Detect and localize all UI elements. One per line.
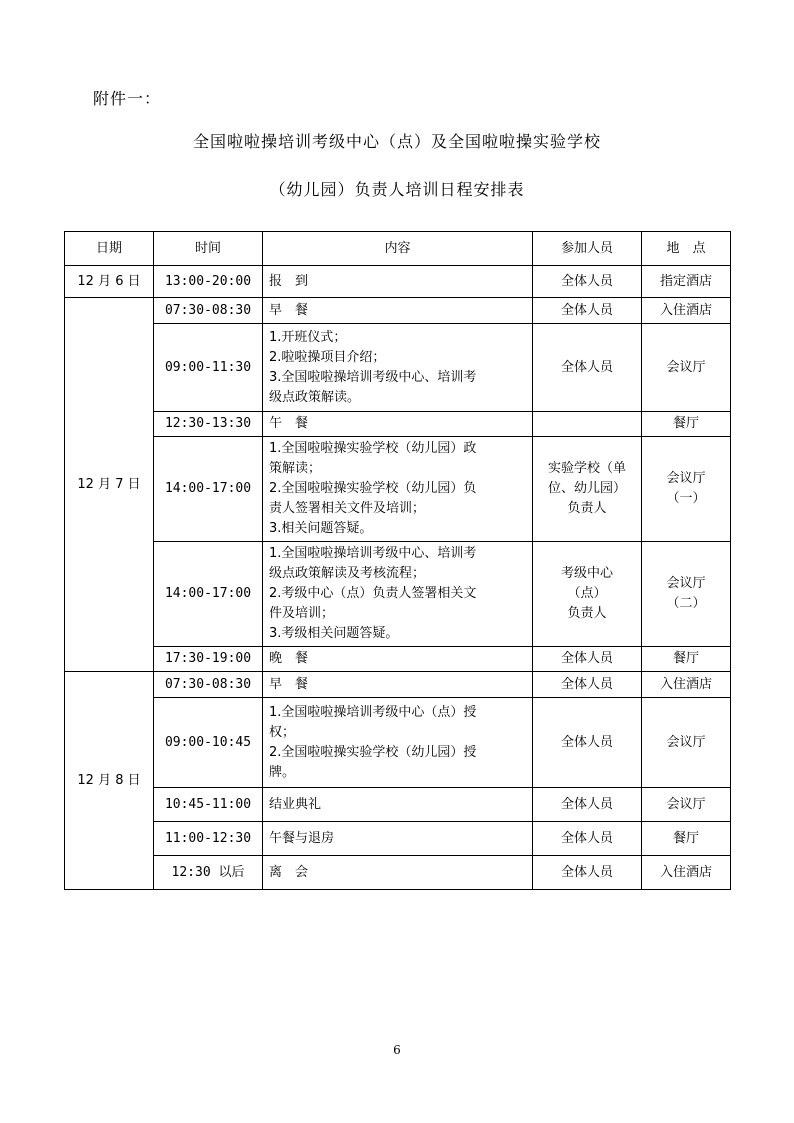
participants-cell: 全体人员 (533, 298, 642, 324)
content-line: 1.开班仪式； (269, 329, 347, 345)
location-cell: 餐厅 (642, 822, 731, 856)
participants-cell: 全体人员 (533, 266, 642, 298)
time-cell: 12:30-13:30 (154, 412, 263, 437)
location-cell: 会议厅 (642, 324, 731, 412)
table-row (65, 412, 731, 437)
time-cell: 09:00-10:45 (154, 698, 263, 788)
participants-cell (533, 412, 642, 437)
location-line: 会议厅 (666, 471, 706, 486)
participants-cell: 全体人员 (533, 324, 642, 412)
participants-cell: 全体人员 (533, 698, 642, 788)
content-line: 报 到 (269, 273, 309, 289)
table-row (65, 437, 731, 542)
participants-line: 实验学校（单 (547, 461, 626, 476)
participants-line: 位、幼儿园） (547, 481, 626, 496)
content-cell (263, 412, 533, 437)
table-row (65, 266, 731, 298)
location-cell: 会议厅 (642, 698, 731, 788)
table-row (65, 672, 731, 698)
participants-line: 负责人 (567, 606, 607, 621)
content-line: 2.全国啦啦操实验学校（幼儿园）授 (269, 744, 477, 760)
content-line: 件及培训； (269, 606, 335, 621)
document-title-line-1: 全国啦啦操培训考级中心（点）及全国啦啦操实验学校 (192, 132, 601, 151)
time-cell: 13:00-20:00 (154, 266, 263, 298)
participants-cell: 全体人员 (533, 822, 642, 856)
content-cell (263, 856, 533, 890)
time-cell: 07:30-08:30 (154, 298, 263, 324)
content-line: 1.全国啦啦操培训考级中心、培训考 (269, 546, 477, 561)
content-line: 2.啦啦操项目介绍； (269, 349, 386, 365)
attachment-label: 附件一： (93, 89, 162, 108)
participants-cell (533, 437, 642, 542)
header-content: 内容 (263, 232, 533, 266)
document-title-line-2: （幼儿园）负责人培训日程安排表 (269, 180, 525, 199)
content-cell (263, 788, 533, 822)
header-participants: 参加人员 (533, 232, 642, 266)
content-line: 责人签署相关文件及培训； (269, 501, 426, 516)
location-cell: 入住酒店 (642, 672, 731, 698)
participants-cell: 全体人员 (533, 672, 642, 698)
content-line: 策解读； (269, 461, 322, 476)
table-row (65, 542, 731, 647)
content-line: 2.全国啦啦操实验学校（幼儿园）负 (269, 481, 477, 496)
time-cell: 14:00-17:00 (154, 542, 263, 647)
content-cell (263, 298, 533, 324)
table-row (65, 647, 731, 672)
location-cell: 餐厅 (642, 412, 731, 437)
content-cell (263, 324, 533, 412)
time-cell: 17:30-19:00 (154, 647, 263, 672)
content-line: 权； (269, 724, 296, 740)
table-header-row (65, 232, 731, 266)
content-line: 早 餐 (269, 302, 309, 318)
table-row (65, 298, 731, 324)
header-date: 日期 (65, 232, 154, 266)
content-line: 级点政策解读及考核流程； (269, 566, 426, 581)
content-cell (263, 647, 533, 672)
time-cell: 11:00-12:30 (154, 822, 263, 856)
content-line: 3.全国啦啦操培训考级中心、培训考 (269, 369, 477, 385)
location-cell (642, 542, 731, 647)
time-cell: 14:00-17:00 (154, 437, 263, 542)
schedule-table (64, 231, 731, 890)
participants-line: 考级中心 (560, 566, 613, 581)
participants-line: （点） (567, 586, 607, 601)
participants-line: 负责人 (567, 501, 607, 516)
content-line: 牌。 (269, 764, 296, 780)
table-row (65, 698, 731, 788)
time-cell: 10:45-11:00 (154, 788, 263, 822)
content-cell (263, 542, 533, 647)
location-cell: 餐厅 (642, 647, 731, 672)
content-line: 3.相关问题答疑。 (269, 521, 373, 536)
location-cell: 会议厅 (642, 788, 731, 822)
content-line: 结业典礼 (269, 796, 322, 812)
time-cell: 12:30 以后 (154, 856, 263, 890)
date-cell: 12 月 7 日 (65, 298, 154, 672)
content-line: 1.全国啦啦操培训考级中心（点）授 (269, 704, 477, 720)
content-cell (263, 698, 533, 788)
date-cell: 12 月 8 日 (65, 672, 154, 890)
content-line: 级点政策解读。 (269, 389, 361, 405)
content-line: 3.考级相关问题答疑。 (269, 626, 399, 641)
location-line: 会议厅 (666, 576, 706, 591)
content-line: 早 餐 (269, 676, 309, 692)
location-line: （一） (666, 491, 706, 506)
header-location: 地 点 (642, 232, 731, 266)
content-cell (263, 437, 533, 542)
content-line: 午 餐 (269, 416, 309, 431)
location-line: （二） (666, 596, 706, 611)
content-line: 离 会 (269, 864, 309, 880)
content-cell (263, 672, 533, 698)
table-row (65, 856, 731, 890)
content-cell (263, 822, 533, 856)
participants-cell: 全体人员 (533, 788, 642, 822)
time-cell: 07:30-08:30 (154, 672, 263, 698)
location-cell: 指定酒店 (642, 266, 731, 298)
location-cell: 入住酒店 (642, 298, 731, 324)
content-line: 晚 餐 (269, 651, 309, 666)
location-cell (642, 437, 731, 542)
participants-cell: 全体人员 (533, 856, 642, 890)
participants-cell: 全体人员 (533, 647, 642, 672)
table-row (65, 324, 731, 412)
location-cell: 入住酒店 (642, 856, 731, 890)
table-row (65, 788, 731, 822)
content-line: 午餐与退房 (269, 830, 335, 846)
content-line: 2.考级中心（点）负责人签署相关文 (269, 586, 477, 601)
content-cell (263, 266, 533, 298)
content-line: 1.全国啦啦操实验学校（幼儿园）政 (269, 441, 477, 456)
table-row (65, 822, 731, 856)
participants-cell (533, 542, 642, 647)
header-time: 时间 (154, 232, 263, 266)
page-number: 6 (393, 1043, 401, 1057)
time-cell: 09:00-11:30 (154, 324, 263, 412)
date-cell: 12 月 6 日 (65, 266, 154, 298)
